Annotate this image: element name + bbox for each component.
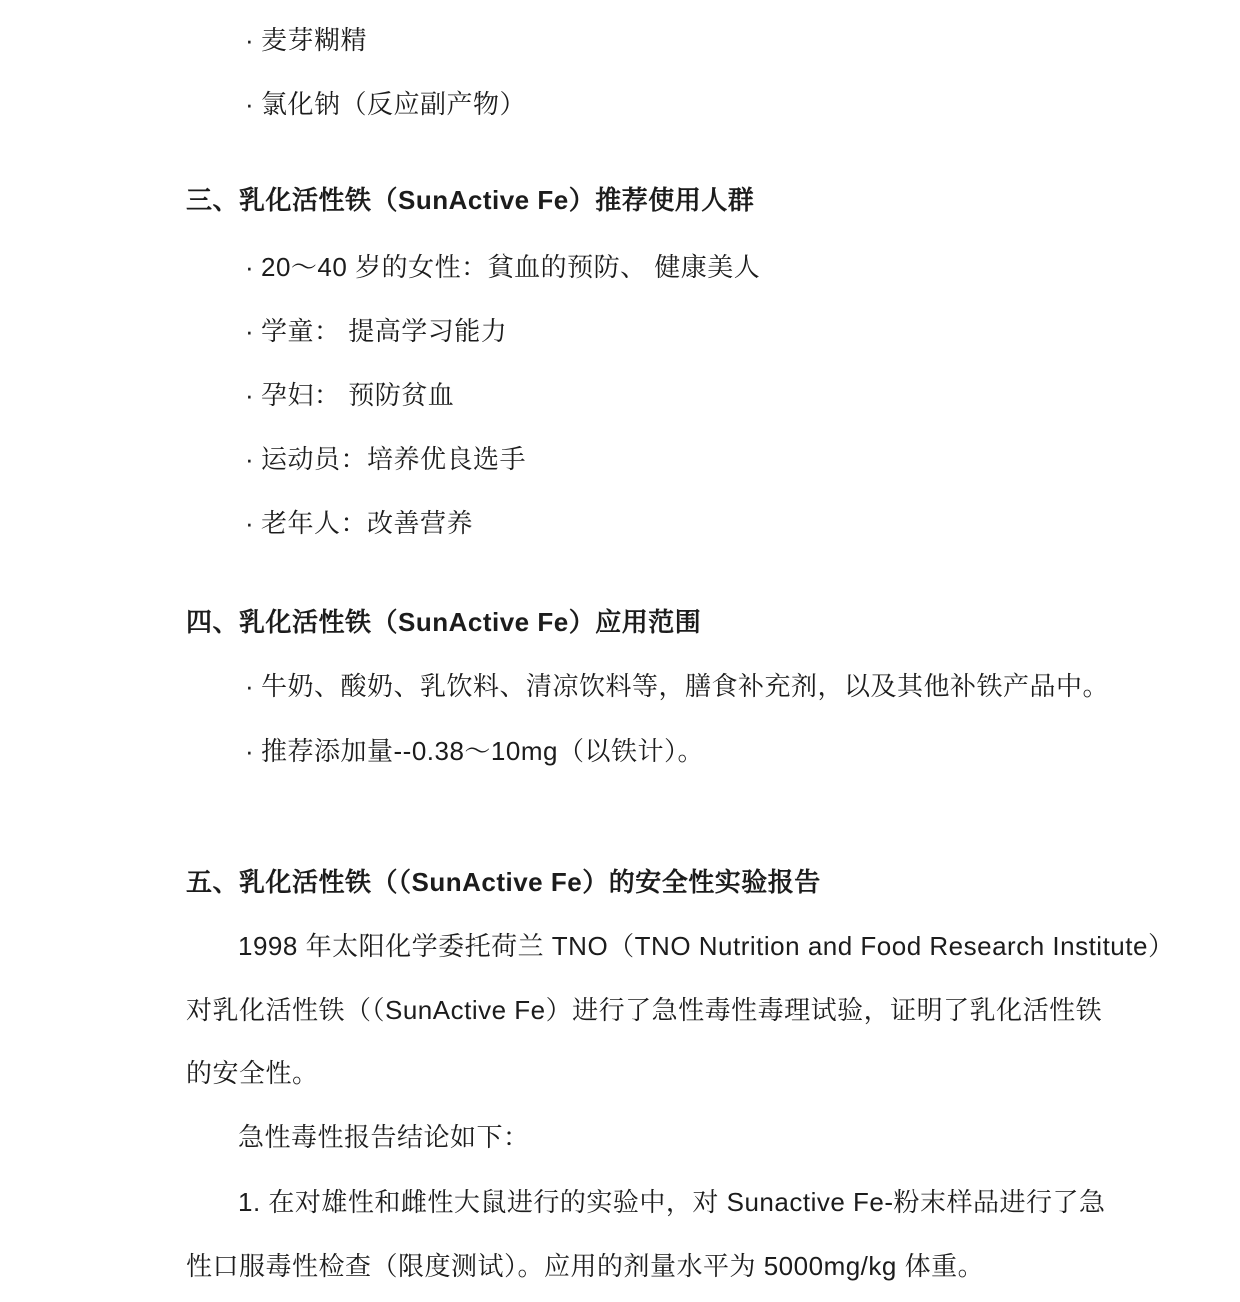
section-heading-five: 五、乳化活性铁（（SunActive Fe）的安全性实验报告 bbox=[186, 867, 821, 897]
bullet-item-schoolchildren bbox=[245, 315, 507, 348]
bullet-marker: · bbox=[245, 316, 255, 346]
bullet-text: 牛奶、酸奶、乳饮料、清凉饮料等，膳食补充剂，以及其他补铁产品中。 bbox=[261, 671, 1110, 701]
paragraph-line: 的安全性。 bbox=[186, 1058, 319, 1088]
bullet-marker: · bbox=[245, 252, 255, 282]
bullet-item-sodium-chloride bbox=[245, 88, 526, 121]
bullet-text: 运动员：培养优良选手 bbox=[261, 444, 527, 474]
conclusion-line: 1. 在对雄性和雌性大鼠进行的实验中，对 Sunactive Fe-粉末样品进行了急 bbox=[238, 1187, 1106, 1217]
bullet-item-maltodextrin bbox=[245, 24, 367, 57]
bullet-text: 孕妇： 预防贫血 bbox=[261, 380, 455, 410]
bullet-item-elderly bbox=[245, 507, 473, 540]
paragraph-line: 对乳化活性铁（（SunActive Fe）进行了急性毒性毒理试验，证明了乳化活性铁 bbox=[186, 995, 1103, 1025]
bullet-marker: · bbox=[245, 508, 255, 538]
section-heading-four: 四、乳化活性铁（SunActive Fe）应用范围 bbox=[186, 607, 702, 637]
bullet-marker: · bbox=[245, 671, 255, 701]
bullet-text: 氯化钠（反应副产物） bbox=[261, 89, 527, 119]
conclusion-line: 性口服毒性检查（限度测试）。应用的剂量水平为 5000mg/kg 体重。 bbox=[186, 1251, 985, 1281]
bullet-item-women bbox=[245, 251, 760, 284]
bullet-marker: · bbox=[245, 89, 255, 119]
bullet-marker: · bbox=[245, 444, 255, 474]
bullet-text: 学童： 提高学习能力 bbox=[261, 316, 508, 346]
paragraph-line: 1998 年太阳化学委托荷兰 TNO（TNO Nutrition and Food Research Institute） bbox=[238, 931, 1175, 961]
conclusion-intro-line: 急性毒性报告结论如下： bbox=[238, 1122, 530, 1152]
bullet-marker: · bbox=[245, 380, 255, 410]
bullet-item-pregnant-women bbox=[245, 379, 454, 412]
bullet-item-athletes bbox=[245, 443, 526, 476]
bullet-marker: · bbox=[245, 736, 255, 766]
bullet-text: 推荐添加量--0.38～10mg（以铁计）。 bbox=[261, 736, 704, 766]
section-heading-three: 三、乳化活性铁（SunActive Fe）推荐使用人群 bbox=[186, 185, 755, 215]
bullet-text: 老年人：改善营养 bbox=[261, 508, 474, 538]
bullet-text: 20～40 岁的女性：貧血的预防、 健康美人 bbox=[261, 252, 761, 282]
bullet-item-dosage bbox=[245, 735, 704, 768]
bullet-text: 麦芽糊精 bbox=[261, 25, 368, 55]
bullet-marker: · bbox=[245, 25, 255, 55]
bullet-item-applications bbox=[245, 670, 1109, 703]
